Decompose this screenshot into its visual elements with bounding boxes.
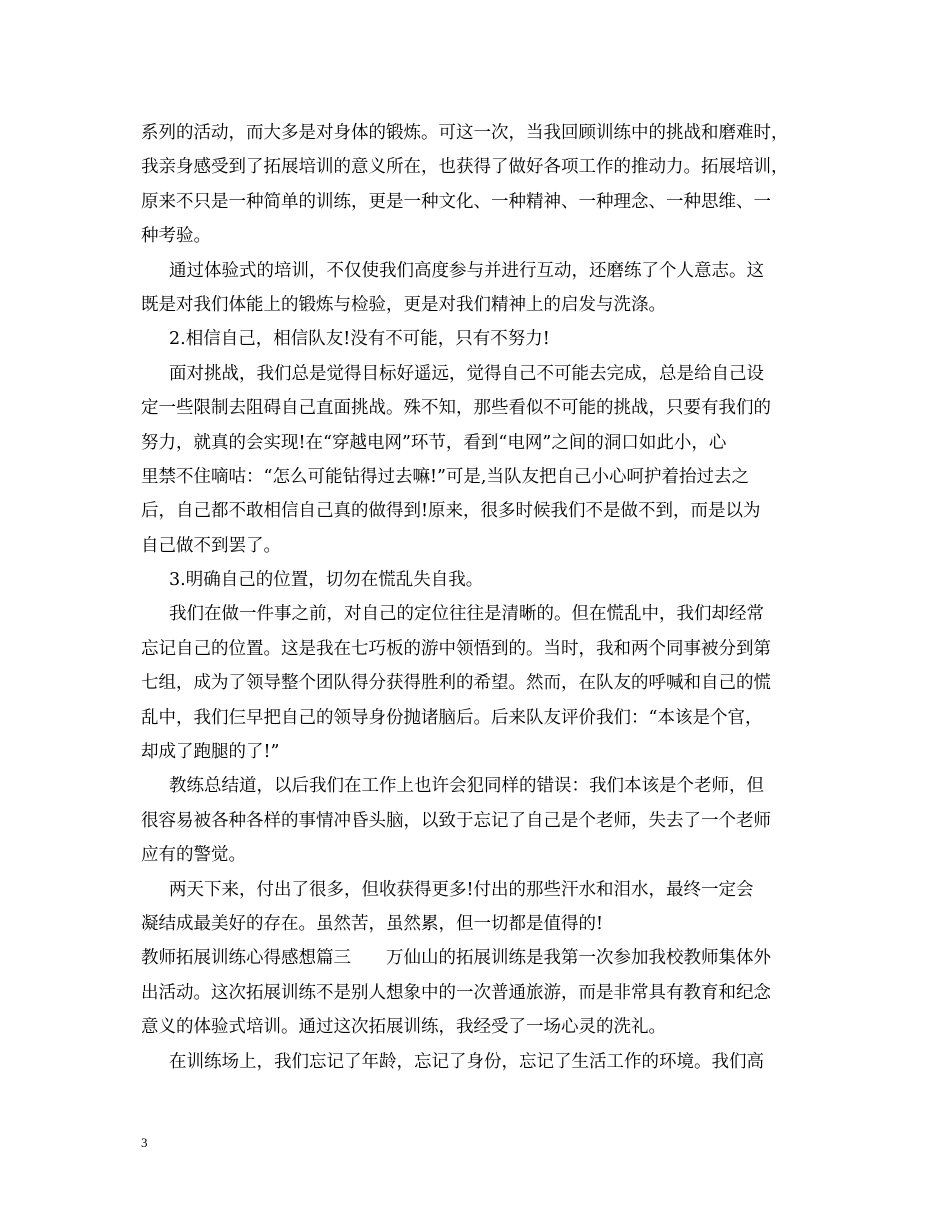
text-line-content: 忘记自己的位置。这是我在七巧板的游中领悟到的。当时，我和两个同事被分到第 (141, 638, 771, 659)
text-line-content: 3.明确自己的位置，切勿在慌乱失自我。 (169, 570, 484, 591)
text-line (141, 701, 813, 735)
text-line (141, 185, 813, 219)
text-line-content: 努力，就真的会实现!在“穿越电网”环节，看到“电网”之间的洞口如此小，心 (141, 432, 727, 453)
text-line-content: 乱中，我们仨早把自己的领导身份抛诸脑后。后来队友评价我们：“本该是个官， (141, 707, 763, 728)
text-line-content: 出活动。这次拓展训练不是别人想象中的一次普通旅游，而是非常具有教育和纪念 (141, 982, 771, 1003)
text-line (141, 150, 813, 184)
text-line (141, 116, 813, 150)
text-line-content: 应有的警觉。 (141, 845, 246, 866)
text-line (141, 254, 813, 288)
text-line-content: 种考验。 (141, 226, 211, 247)
document-body (141, 116, 813, 1079)
text-line-content: 自己做不到罢了。 (141, 535, 281, 556)
text-line (141, 1045, 813, 1079)
text-line (141, 219, 813, 253)
page-number: 3 (141, 1135, 148, 1150)
text-line-content: 既是对我们体能上的锻炼与检验，更是对我们精神上的启发与洗涤。 (141, 294, 666, 315)
text-line (141, 976, 813, 1010)
text-line (141, 529, 813, 563)
text-line (141, 597, 813, 631)
text-line (141, 632, 813, 666)
text-line-content: 原来不只是一种简单的训练，更是一种文化、一种精神、一种理念、一种思维、一 (141, 191, 771, 212)
text-line-content: 我亲身感受到了拓展培训的意义所在，也获得了做好各项工作的推动力。拓展培训， (141, 157, 789, 178)
text-line-content: 在训练场上，我们忘记了年龄，忘记了身份，忘记了生活工作的环境。我们高 (169, 1051, 764, 1072)
text-line-content: 通过体验式的培训，不仅使我们高度参与并进行互动，还磨练了个人意志。这 (169, 260, 764, 281)
text-line-content: 我们在做一件事之前，对自己的定位往往是清晰的。但在慌乱中，我们却经常 (169, 604, 764, 625)
text-line-content: 面对挑战，我们总是觉得目标好遥远，觉得自己不可能去完成，总是给自己设 (169, 363, 764, 384)
text-line (141, 322, 813, 356)
text-line-content: 意义的体验式培训。通过这次拓展训练，我经受了一场心灵的洗礼。 (141, 1017, 666, 1038)
text-line (141, 666, 813, 700)
text-line-content: 很容易被各种各样的事情冲昏头脑，以致于忘记了自己是个老师，失去了一个老师 (141, 810, 771, 831)
text-line-content: 却成了跑腿的了!” (141, 742, 280, 763)
text-line (141, 426, 813, 460)
text-line-content: 两天下来，付出了很多，但收获得更多!付出的那些汗水和泪水，最终一定会 (169, 879, 754, 900)
text-line-content: 教练总结道，以后我们在工作上也许会犯同样的错误：我们本该是个老师，但 (169, 776, 764, 797)
text-line (141, 907, 813, 941)
text-line-content: 后，自己都不敢相信自己真的做得到!原来，很多时候我们不是做不到，而是以为 (141, 501, 761, 522)
text-line (141, 288, 813, 322)
text-line (141, 941, 813, 975)
text-line (141, 357, 813, 391)
text-line (141, 804, 813, 838)
text-line-content: 系列的活动，而大多是对身体的锻炼。可这一次，当我回顾训练中的挑战和磨难时， (141, 123, 789, 143)
text-line (141, 838, 813, 872)
text-line-content: 里禁不住嘀咕：“怎么可能钻得过去嘛!”可是,当队友把自己小心呵护着抬过去之 (141, 466, 749, 487)
text-line-content: 教师拓展训练心得感想篇三 万仙山的拓展训练是我第一次参加我校教师集体外 (141, 948, 771, 969)
text-line (141, 563, 813, 597)
text-line-content: 七组，成为了领导整个团队得分获得胜利的希望。然而，在队友的呼喊和自己的慌 (141, 673, 771, 694)
text-line (141, 460, 813, 494)
text-line (141, 1010, 813, 1044)
text-line (141, 391, 813, 425)
text-line (141, 735, 813, 769)
text-line (141, 494, 813, 528)
text-line-content: 定一些限制去阻碍自己直面挑战。殊不知，那些看似不可能的挑战，只要有我们的 (141, 398, 771, 419)
text-line-content: 2.相信自己，相信队友!没有不可能，只有不努力! (169, 329, 550, 350)
text-line-content: 凝结成最美好的存在。虽然苦，虽然累，但一切都是值得的! (141, 913, 604, 934)
text-line (141, 769, 813, 803)
text-line (141, 873, 813, 907)
